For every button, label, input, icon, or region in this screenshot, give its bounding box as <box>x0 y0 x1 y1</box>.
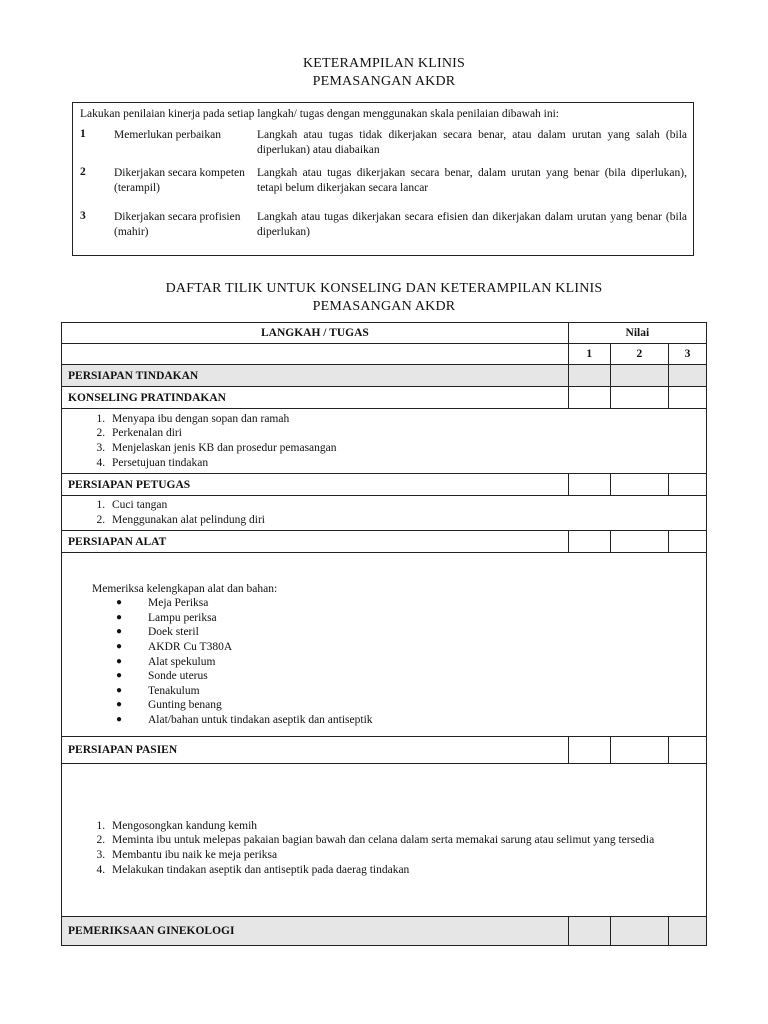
list-item: 2. Meminta ibu untuk melepas pakaian bagian bawah dan celana dalam serta memakai sarung atau selimut yang tersedia <box>108 833 660 848</box>
score-cell[interactable] <box>568 474 610 496</box>
section-label: PERSIAPAN ALAT <box>62 531 569 553</box>
header-row <box>62 323 707 344</box>
main-title-line-2: PEMASANGAN AKDR <box>312 74 456 89</box>
score-cell[interactable] <box>568 917 610 946</box>
score-cell[interactable] <box>568 365 610 387</box>
score-cell[interactable] <box>668 737 706 764</box>
score-cell[interactable] <box>610 917 668 946</box>
rating-number: 3 <box>80 210 86 222</box>
score-cell[interactable] <box>610 365 668 387</box>
section-row-ginekologi <box>62 917 707 946</box>
list-item: ● Tenakulum <box>116 684 200 697</box>
list-item: 3. Membantu ibu naik ke meja periksa <box>108 848 660 863</box>
list-item: ● Alat spekulum <box>116 655 216 668</box>
score-cell[interactable] <box>610 474 668 496</box>
list-item: 1. Mengosongkan kandung kemih <box>108 819 660 834</box>
section-row-persiapan-tindakan <box>62 365 707 387</box>
checklist-title <box>0 280 768 316</box>
section-label: KONSELING PRATINDAKAN <box>62 387 569 409</box>
list-item: ● Sonde uterus <box>116 670 208 683</box>
main-title-line-1: KETERAMPILAN KLINIS <box>302 56 466 71</box>
items-row-alat <box>62 553 707 737</box>
bullet-icon: ● <box>116 640 123 652</box>
items-cell <box>62 553 707 737</box>
rating-scale-intro: Lakukan penilaian kinerja pada setiap langkah/ tugas dengan menggunakan skala penilaian dibawah ini: <box>80 108 560 120</box>
main-title <box>0 55 768 91</box>
section-row-alat <box>62 531 707 553</box>
list-item: 3. Menjelaskan jenis KB dan prosedur pemasangan <box>108 441 700 456</box>
list-item: 1. Menyapa ibu dengan sopan dan ramah <box>108 412 700 427</box>
header-blank <box>62 344 569 365</box>
score-col-2: 2 <box>610 344 668 365</box>
rating-number: 2 <box>80 166 86 178</box>
score-cell[interactable] <box>610 531 668 553</box>
score-col-3: 3 <box>668 344 706 365</box>
score-cell[interactable] <box>568 737 610 764</box>
bullet-icon: ● <box>116 597 123 609</box>
list-item: 2. Menggunakan alat pelindung diri <box>108 513 700 528</box>
rating-number: 1 <box>80 128 86 140</box>
score-cell[interactable] <box>610 737 668 764</box>
list-item: 1. Cuci tangan <box>108 498 700 513</box>
list-item: 2. Perkenalan diri <box>108 426 700 441</box>
score-cell[interactable] <box>568 387 610 409</box>
bullet-icon: ● <box>116 670 123 682</box>
rating-description: Langkah atau tugas dikerjakan secara efisien dan dikerjakan dalam urutan yang benar (bila diperlukan) <box>257 211 687 238</box>
items-cell <box>62 496 707 531</box>
score-cell[interactable] <box>568 531 610 553</box>
list-item: 4. Persetujuan tindakan <box>108 456 700 471</box>
items-cell <box>62 409 707 474</box>
list-item: ● Alat/bahan untuk tindakan aseptik dan antiseptik <box>116 713 373 726</box>
bullet-icon: ● <box>116 611 123 623</box>
rating-label: Memerlukan perbaikan <box>114 129 221 141</box>
score-cell[interactable] <box>610 387 668 409</box>
score-columns-row <box>62 344 707 365</box>
rating-description: Langkah atau tugas tidak dikerjakan secara benar, atau dalam urutan yang salah (bila diperlukan) atau diabaikan <box>257 129 687 156</box>
section-label: PERSIAPAN PETUGAS <box>62 474 569 496</box>
items-row-petugas <box>62 496 707 531</box>
header-score: Nilai <box>568 323 706 344</box>
score-col-1: 1 <box>568 344 610 365</box>
alat-list <box>68 596 700 727</box>
bullet-icon: ● <box>116 655 123 667</box>
checklist-title-line-1: DAFTAR TILIK UNTUK KONSELING DAN KETERAMPILAN KLINIS <box>165 281 603 296</box>
rating-scale-box <box>72 102 694 256</box>
konseling-list <box>68 412 700 470</box>
alat-intro: Memeriksa kelengkapan alat dan bahan: <box>92 582 278 595</box>
section-label: PEMERIKSAAN GINEKOLOGI <box>62 917 569 946</box>
list-item: ● AKDR Cu T380A <box>116 640 233 653</box>
items-row-pasien <box>62 764 707 917</box>
bullet-icon: ● <box>116 626 123 638</box>
checklist-table <box>61 322 707 946</box>
section-row-pasien <box>62 737 707 764</box>
rating-description: Langkah atau tugas dikerjakan secara benar, dalam urutan yang benar (bila diperlukan), tetapi belum dikerjakan secara lancar <box>257 167 687 194</box>
list-item: ● Gunting benang <box>116 699 222 712</box>
petugas-list <box>68 498 700 527</box>
header-task: LANGKAH / TUGAS <box>62 323 569 344</box>
score-cell[interactable] <box>668 474 706 496</box>
score-cell[interactable] <box>668 365 706 387</box>
list-item: ● Lampu periksa <box>116 611 217 624</box>
section-row-konseling <box>62 387 707 409</box>
section-row-petugas <box>62 474 707 496</box>
items-cell <box>62 764 707 917</box>
bullet-icon: ● <box>116 699 123 711</box>
rating-label: Dikerjakan secara kompeten (terampil) <box>114 167 245 194</box>
section-label: PERSIAPAN PASIEN <box>62 737 569 764</box>
bullet-icon: ● <box>116 684 123 696</box>
score-cell[interactable] <box>668 917 706 946</box>
section-label: PERSIAPAN TINDAKAN <box>62 365 569 387</box>
list-item: ● Meja Periksa <box>116 597 209 610</box>
checklist-title-line-2: PEMASANGAN AKDR <box>312 299 456 314</box>
list-item: 4. Melakukan tindakan aseptik dan antiseptik pada daerag tindakan <box>108 863 660 878</box>
score-cell[interactable] <box>668 387 706 409</box>
score-cell[interactable] <box>668 531 706 553</box>
items-row-konseling <box>62 409 707 474</box>
rating-label: Dikerjakan secara profisien (mahir) <box>114 211 241 238</box>
pasien-list <box>68 819 700 877</box>
list-item: ● Doek steril <box>116 626 199 639</box>
bullet-icon: ● <box>116 713 123 725</box>
